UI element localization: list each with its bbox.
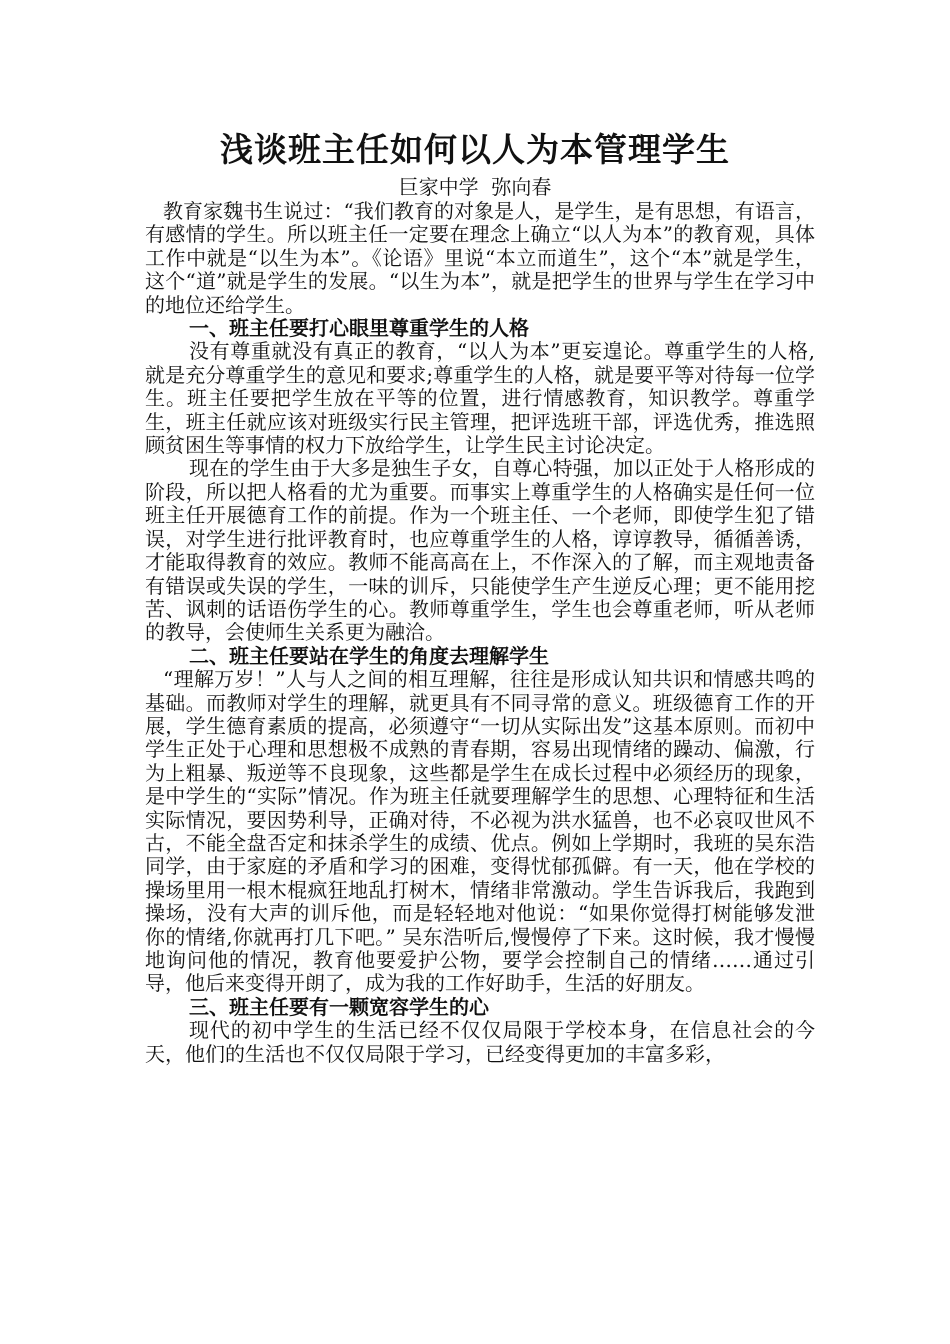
paragraph: “理解万岁！”人与人之间的相互理解，往往是形成认知共识和情感共鸣的基础。而教师对学生的理解，就更具有不同寻常的意义。班级德育工作的开展，学生德育素质的提高，必须遵守“一切从实际出发”这基本原则。而初中学生正处于心理和思想极不成熟的青春期，容易出现情绪的躁动、偏激，行为上粗暴、叛逆等不良现象，这些都是学生在成长过程中必须经历的现象，是中学生的“实际”情况。作为班主任就要理解学生的思想、心理特征和生活实际情况，要因势利导，正确对待，不必视为洪水猛兽，也不必哀叹世风不古，不能全盘否定和抹杀学生的成绩、优点。例如上学期时，我班的吴东浩同学，由于家庭的矛盾和学习的困难，变得忧郁孤僻。有一天，他在学校的操场里用一根木棍疯狂地乱打树木，情绪非常激动。学生告诉我后，我跑到操场，没有大声的训斥他，而是轻轻地对他说：“如果你觉得打树能够发泄你的情绪,你就再打几下吧。” 吴东浩听后,慢慢停了下来。这时候，我才慢慢地询问他的情况，教育他要爱护公物，要学会控制自己的情绪……通过引导，他后来变得开朗了，成为我的工作好助手，生活的好朋友。 [145, 667, 815, 996]
document-body [145, 200, 815, 1066]
document-title: 浅谈班主任如何以人为本管理学生 [220, 130, 730, 169]
paragraph: 现代的初中学生的生活已经不仅仅局限于学校本身，在信息社会的今天，他们的生活也不仅仅局限于学习，已经变得更加的丰富多彩， [145, 1018, 815, 1066]
paragraph-intro: 教育家魏书生说过：“我们教育的对象是人，是学生，是有思想，有语言，有感情的学生。所以班主任一定要在理念上确立“以人为本”的教育观，具体工作中就是“以生为本”。《论语》里说“本立而道生”，这个“本”就是学生，这个“道”就是学生的发展。“以生为本”，就是把学生的世界与学生在学习中的地位还给学生。 [145, 199, 815, 317]
section-heading-3: 三、班主任要有一颗宽容学生的心 [189, 994, 489, 1019]
paragraph: 没有尊重就没有真正的教育，“以人为本”更妄遑论。尊重学生的人格,就是充分尊重学生的意见和要求;尊重学生的人格，就是要平等对待每一位学生。班主任要把学生放在平等的位置，进行情感教育，知识教学。尊重学生，班主任就应该对班级实行民主管理，把评选班干部，评选优秀，推选照顾贫困生等事情的权力下放给学生，让学生民主讨论决定。 [145, 339, 815, 458]
paragraph: 现在的学生由于大多是独生子女，自尊心特强，加以正处于人格形成的阶段，所以把人格看的尤为重要。而事实上尊重学生的人格确实是任何一位班主任开展德育工作的前提。作为一个班主任、一个老师，即使学生犯了错误，对学生进行批评教育时，也应尊重学生的人格，谆谆教导，循循善诱，才能取得教育的效应。教师不能高高在上，不作深入的了解，而主观地责备有错误或失误的学生，一味的训斥，只能使学生产生逆反心理；更不能用挖苦、讽刺的话语伤学生的心。教师尊重学生，学生也会尊重老师，听从老师的教导，会使师生关系更为融洽。 [145, 456, 815, 645]
section-heading-1: 一、班主任要打心眼里尊重学生的人格 [189, 316, 529, 341]
author-line: 巨家中学 弥向春 [398, 175, 552, 199]
section-heading-2: 二、班主任要站在学生的角度去理解学生 [189, 643, 549, 668]
